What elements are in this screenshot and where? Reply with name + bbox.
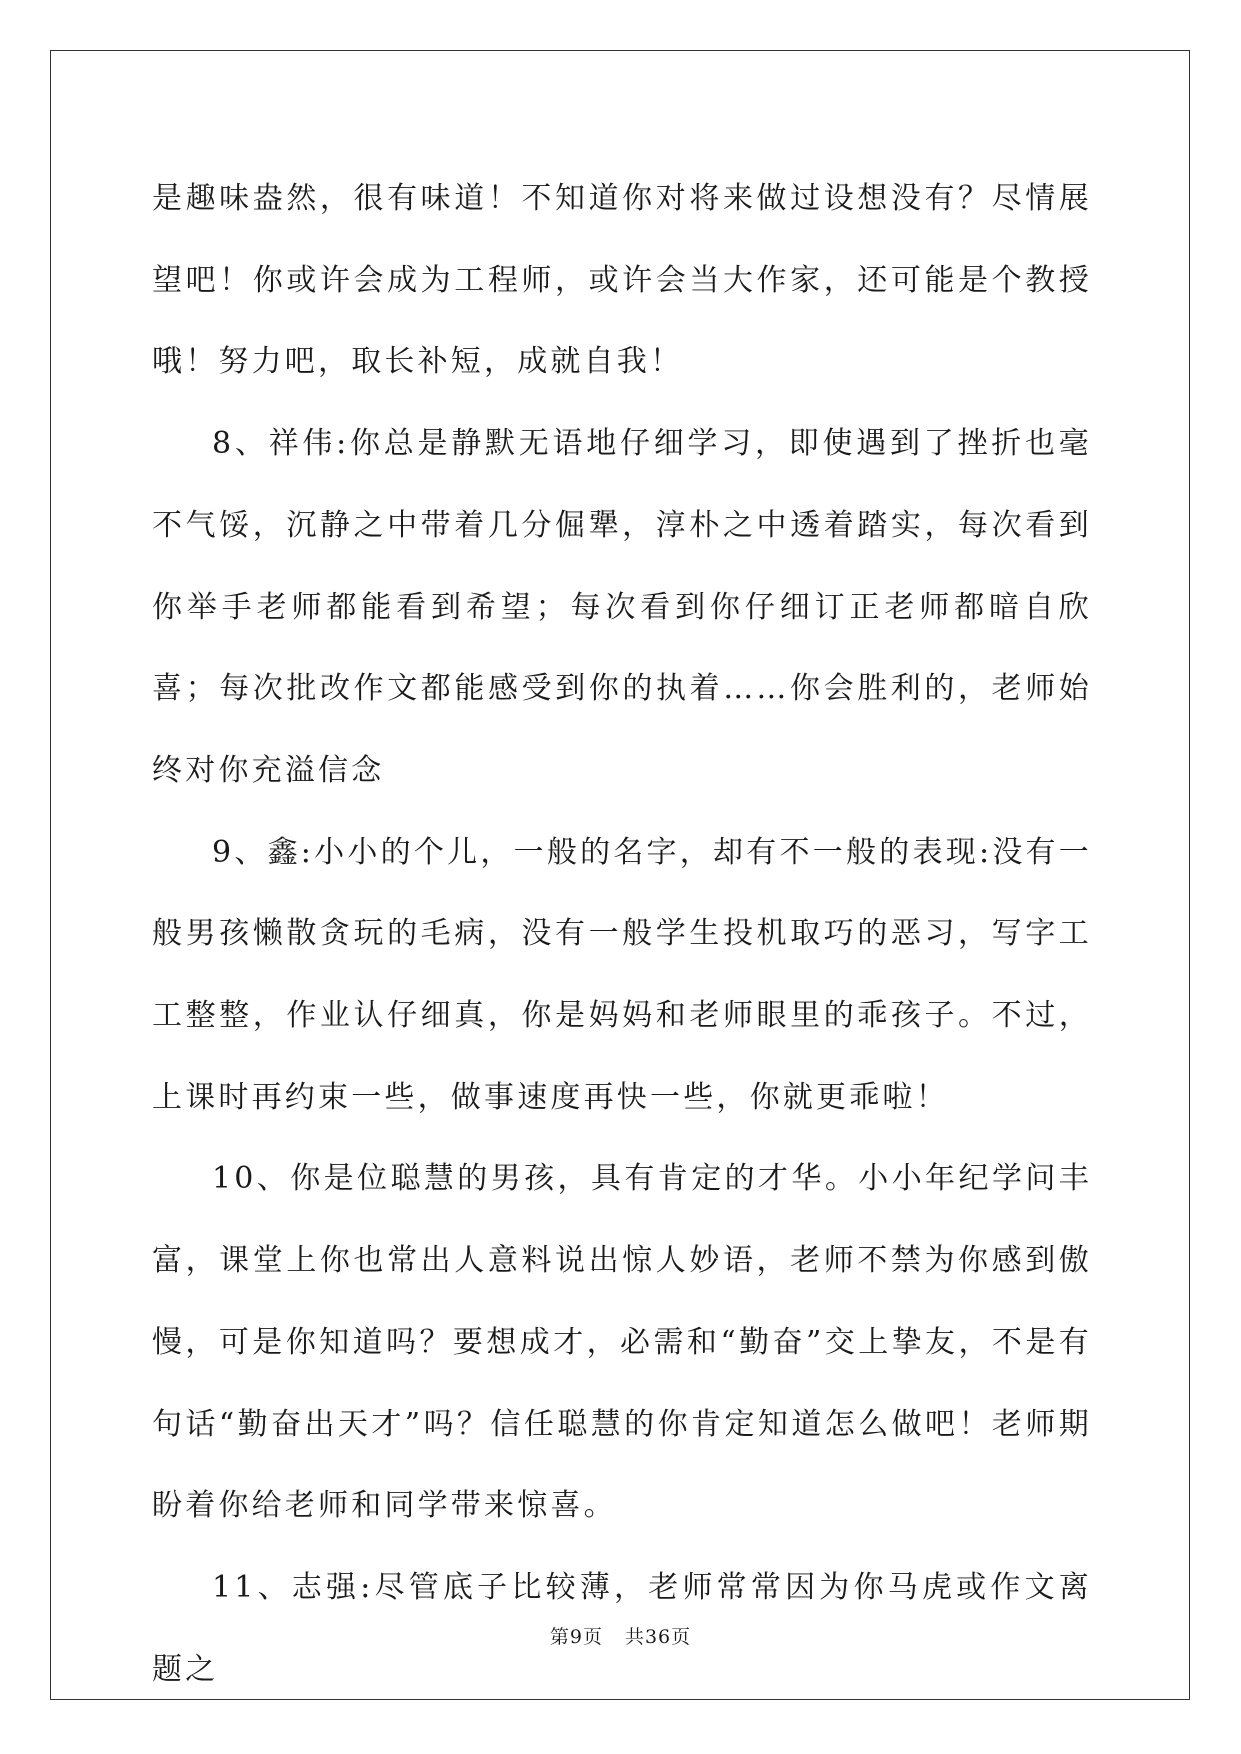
paragraph-2: 8、祥伟:你总是静默无语地仔细学习，即使遇到了挫折也毫不气馁，沉静之中带着几分倔犟，淳朴之中透着踏实，每次看到你举手老师都能看到希望；每次看到你仔细订正老师都暗自欣喜；每次批改作文都能感受到你的执着……你会胜利的，老师始终对你充溢信念 <box>152 426 1092 788</box>
document-body <box>152 158 1092 1710</box>
paragraph-4: 10、你是位聪慧的男孩，具有肯定的才华。小小年纪学问丰富，课堂上你也常出人意料说出惊人妙语，老师不禁为你感到傲慢，可是你知道吗？要想成才，必需和“勤奋”交上挚友，不是有句话“勤奋出天才”吗？信任聪慧的你肯定知道怎么做吧！老师期盼着你给老师和同学带来惊喜。 <box>152 1161 1092 1524</box>
paragraph-5: 11、志强:尽管底子比较薄，老师常常因为你马虎或作文离题之 <box>152 1569 1092 1687</box>
paragraph-3: 9、鑫:小小的个儿，一般的名字，却有不一般的表现:没有一般男孩懒散贪玩的毛病，没有一般学生投机取巧的恶习，写字工工整整，作业认仔细真，你是妈妈和老师眼里的乖孩子。不过，上课时再约束一些，做事速度再快一些，你就更乖啦！ <box>152 834 1092 1115</box>
page-footer <box>0 1622 1241 1649</box>
page-total: 共36页 <box>624 1626 692 1648</box>
page-number: 第9页 <box>549 1626 603 1648</box>
paragraph-1: 是趣味盎然，很有味道！不知道你对将来做过设想没有？尽情展望吧！你或许会成为工程师，或许会当大作家，还可能是个教授哦！努力吧，取长补短，成就自我！ <box>152 181 1092 380</box>
